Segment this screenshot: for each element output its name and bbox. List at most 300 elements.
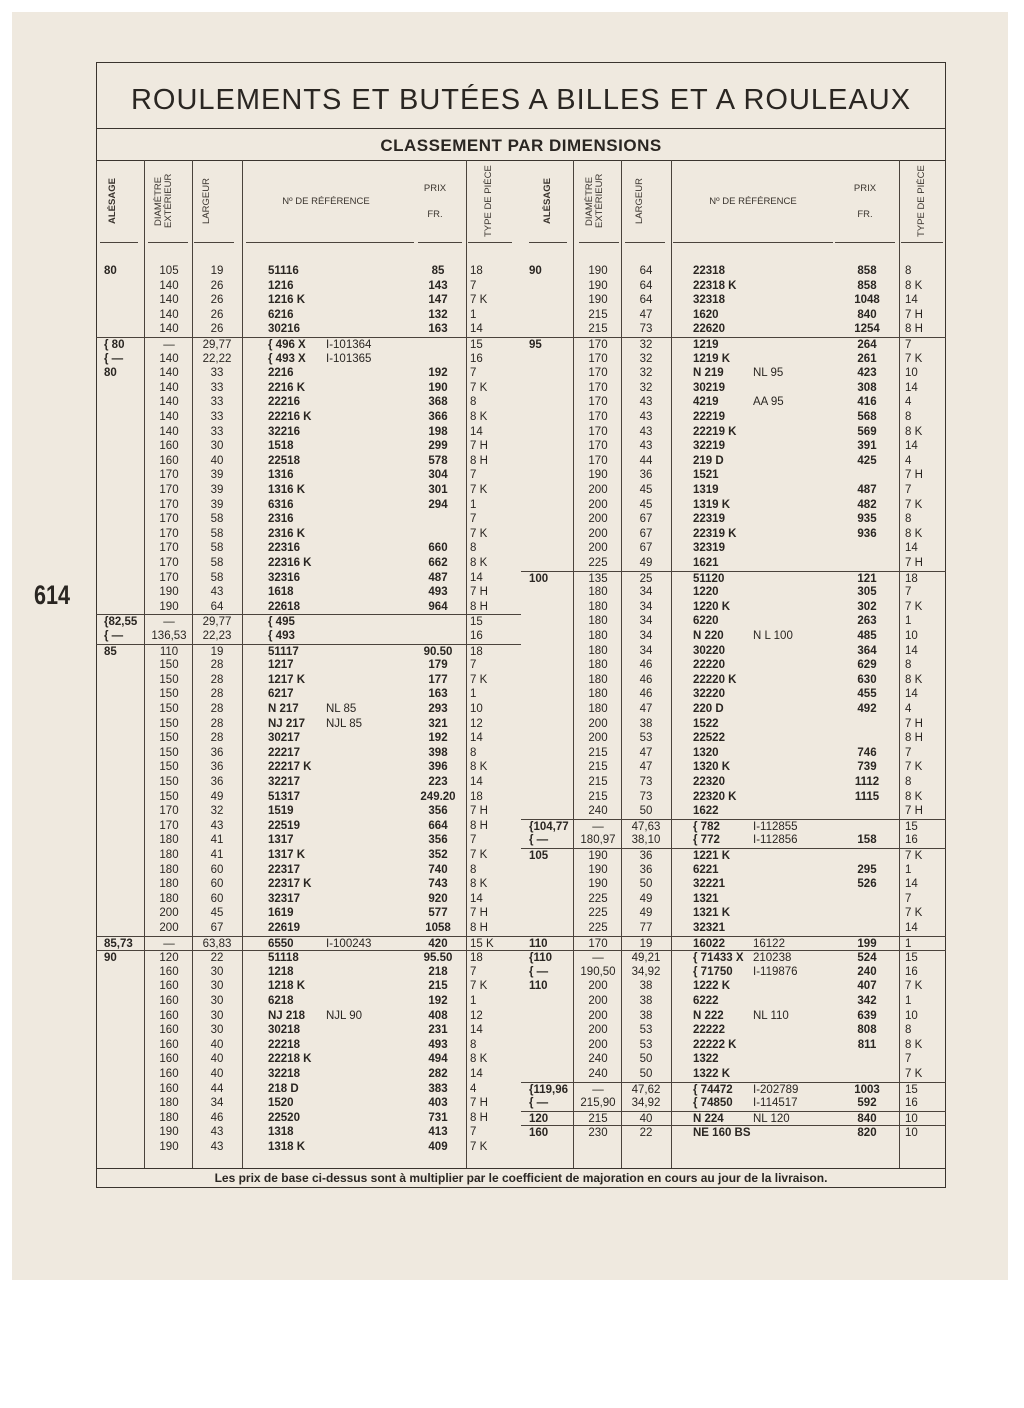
header-outer-diameter: DIAMÈTRE EXTÉRIEUR <box>153 173 174 229</box>
cell-outer-diameter: 190 <box>588 279 608 292</box>
cell-reference: 30217 <box>268 732 300 745</box>
header-underline <box>835 242 895 243</box>
cell-reference: 51117 <box>268 645 299 658</box>
cell-type: 7 <box>470 367 477 380</box>
cell-price: 192 <box>428 995 448 1007</box>
cell-reference: 1220 <box>693 586 719 599</box>
cell-width: 45 <box>639 484 653 496</box>
cell-reference: 32221 <box>693 878 725 891</box>
cell-width: 32 <box>210 805 224 818</box>
cell-reference: { 495 <box>268 616 295 629</box>
cell-type: 8 <box>905 659 912 672</box>
cell-reference: 2216 <box>268 367 294 380</box>
cell-width: 33 <box>210 396 224 409</box>
cell-reference: 51118 <box>268 952 299 965</box>
cell-width: 50 <box>639 1053 653 1066</box>
cell-type: 8 K <box>905 279 923 292</box>
table-row <box>96 629 521 644</box>
cell-price: 308 <box>857 381 877 394</box>
cell-reference: 220 D <box>693 703 724 715</box>
cell-outer-diameter: 160 <box>159 980 179 993</box>
cell-width: 28 <box>210 703 224 715</box>
cell-reference: 30220 <box>693 644 725 657</box>
cell-price: 660 <box>428 542 448 555</box>
cell-type: 7 <box>905 484 912 496</box>
cell-outer-diameter: 170 <box>159 805 179 818</box>
cell-width: 28 <box>210 659 224 672</box>
cell-reference: 22519 <box>268 819 300 832</box>
cell-reference: 1216 <box>268 279 294 292</box>
cell-bore: 110 <box>529 937 548 950</box>
header-underline <box>418 242 462 243</box>
cell-price: 383 <box>428 1082 448 1095</box>
cell-price: 840 <box>857 308 877 321</box>
cell-reference: 1219 <box>693 339 719 351</box>
cell-type: 14 <box>470 1024 483 1037</box>
cell-price: 301 <box>428 484 448 496</box>
cell-outer-diameter: 200 <box>588 1038 608 1051</box>
cell-reference: 1619 <box>268 907 294 920</box>
cell-type: 14 <box>905 381 918 394</box>
cell-reference: { 74850 <box>693 1097 733 1110</box>
cell-width: 36 <box>639 850 653 862</box>
cell-outer-diameter: 180 <box>588 586 608 599</box>
cell-price: 1048 <box>854 294 880 307</box>
cell-width: 40 <box>639 1112 653 1125</box>
table-row <box>96 819 521 834</box>
cell-outer-diameter: 215 <box>588 746 608 759</box>
cell-type: 1 <box>905 615 912 628</box>
cell-reference: 32318 <box>693 294 725 307</box>
cell-width: 36 <box>210 776 224 788</box>
cell-price: 177 <box>428 673 448 686</box>
cell-width: 29,77 <box>202 339 232 351</box>
cell-price: 218 <box>428 965 448 978</box>
cell-type: 7 K <box>905 850 923 862</box>
cell-type: 7 <box>470 659 477 672</box>
cell-outer-diameter: 200 <box>588 542 608 555</box>
cell-type: 10 <box>905 367 918 380</box>
cell-reference: 22319 <box>693 513 725 526</box>
cell-reference: 22222 <box>693 1024 725 1037</box>
cell-width: 64 <box>639 265 653 277</box>
cell-width: 19 <box>210 265 224 277</box>
cell-type: 8 <box>905 513 912 526</box>
cell-outer-diameter: 140 <box>159 352 179 365</box>
header-underline <box>246 242 414 243</box>
table-row <box>521 439 946 454</box>
cell-width: 43 <box>639 440 653 453</box>
table-row <box>96 600 521 615</box>
cell-type: 8 K <box>905 425 923 438</box>
cell-outer-diameter: 150 <box>159 703 179 715</box>
cell-reference: 22217 K <box>268 761 312 774</box>
cell-width: 41 <box>210 849 224 861</box>
table-row <box>521 454 946 469</box>
cell-price: 1115 <box>854 790 880 803</box>
cell-width: 50 <box>639 805 653 818</box>
cell-reference: 1317 <box>268 834 294 847</box>
cell-reference: 32220 <box>693 688 725 701</box>
cell-reference: N 217 <box>268 703 299 715</box>
cell-type: 8 K <box>905 790 923 803</box>
table-row <box>96 308 521 323</box>
cell-reference: 32317 <box>268 892 300 905</box>
cell-type: 7 H <box>470 1097 488 1110</box>
table-row <box>96 1023 521 1038</box>
cell-outer-diameter: 140 <box>159 323 179 336</box>
cell-reference: 1216 K <box>268 294 306 307</box>
cell-price: 494 <box>428 1053 448 1066</box>
table-row <box>521 512 946 527</box>
header-underline <box>100 242 138 243</box>
cell-width: 26 <box>210 323 224 336</box>
cell-type: 7 <box>470 1126 477 1139</box>
cell-price: 305 <box>857 586 877 599</box>
cell-type: 7 H <box>470 586 488 599</box>
cell-type: 7 <box>470 279 477 292</box>
cell-type: 1 <box>470 688 477 701</box>
cell-price: 493 <box>428 586 448 599</box>
cell-reference: 32216 <box>268 425 300 438</box>
cell-type: 18 <box>470 790 483 803</box>
cell-price: 294 <box>428 498 448 511</box>
cell-width: 32 <box>639 339 653 351</box>
header-reference: Nº DE RÉFÉRENCE <box>282 195 370 207</box>
cell-price: 1058 <box>425 922 451 934</box>
table-row <box>96 556 521 571</box>
cell-type: 8 <box>905 1024 912 1037</box>
cell-outer-diameter: 200 <box>588 513 608 526</box>
cell-width: 38 <box>639 1009 653 1022</box>
table-row <box>96 322 521 337</box>
header-underline <box>625 242 665 243</box>
cell-bore: 90 <box>104 952 117 965</box>
cell-width: 43 <box>639 396 653 409</box>
cell-reference: 1319 <box>693 484 719 496</box>
cell-width: 40 <box>210 1053 224 1066</box>
cell-width: 22 <box>210 952 224 965</box>
cell-type: 8 H <box>905 732 923 745</box>
cell-type: 14 <box>905 644 918 657</box>
cell-outer-diameter: 190 <box>588 850 608 862</box>
table-row <box>521 483 946 498</box>
cell-reference: 1217 K <box>268 673 306 686</box>
cell-reference: 32319 <box>693 542 725 555</box>
cell-bore: {110 <box>529 952 553 965</box>
cell-reference: 1320 <box>693 746 719 759</box>
cell-outer-diameter: 170 <box>159 484 179 496</box>
cell-type: 8 H <box>470 600 488 613</box>
table-row <box>521 425 946 440</box>
cell-outer-diameter: 150 <box>159 761 179 774</box>
cell-price: 304 <box>428 469 448 482</box>
cell-width: 53 <box>639 1038 653 1051</box>
cell-reference-alt: N L 100 <box>753 630 793 642</box>
cell-reference: 22317 K <box>268 878 312 891</box>
cell-type: 18 <box>470 645 483 658</box>
cell-price: 1254 <box>854 323 880 336</box>
table-row <box>521 571 946 587</box>
cell-reference: 22620 <box>693 323 725 336</box>
cell-outer-diameter: 170 <box>159 571 179 584</box>
cell-width: 43 <box>210 819 224 832</box>
cell-outer-diameter: 200 <box>159 922 179 934</box>
cell-type: 7 <box>470 513 477 526</box>
cell-outer-diameter: 200 <box>588 484 608 496</box>
cell-width: 22,23 <box>202 630 232 642</box>
cell-type: 12 <box>470 1009 483 1022</box>
table-row <box>96 279 521 294</box>
cell-outer-diameter: — <box>592 1083 604 1096</box>
cell-bore: { 80 <box>104 339 125 351</box>
table-row <box>96 483 521 498</box>
cell-width: 60 <box>210 878 224 891</box>
cell-outer-diameter: — <box>592 952 604 965</box>
cell-bore: {119,96 <box>529 1083 569 1096</box>
cell-width: 73 <box>639 790 653 803</box>
cell-outer-diameter: — <box>163 339 175 351</box>
cell-type: 8 K <box>470 761 488 774</box>
cell-price: 264 <box>857 339 877 351</box>
cell-reference: 1322 K <box>693 1068 731 1080</box>
cell-outer-diameter: 180 <box>588 659 608 672</box>
page-subtitle: CLASSEMENT PAR DIMENSIONS <box>380 136 662 155</box>
cell-outer-diameter: 180 <box>159 849 179 861</box>
cell-type: 15 <box>905 1083 918 1096</box>
cell-price: 366 <box>428 411 448 423</box>
cell-reference: { 71750 <box>693 965 733 978</box>
cell-width: 36 <box>210 746 224 759</box>
cell-width: 30 <box>210 980 224 993</box>
cell-price: 840 <box>857 1112 877 1125</box>
cell-width: 67 <box>639 527 653 540</box>
cell-width: 49,21 <box>631 952 661 965</box>
cell-price: 409 <box>428 1141 448 1153</box>
cell-reference: 1622 <box>693 805 719 818</box>
table-row <box>521 527 946 542</box>
cell-type: 8 <box>470 746 477 759</box>
cell-bore: {104,77 <box>529 820 569 833</box>
cell-outer-diameter: 170 <box>159 557 179 569</box>
table-row <box>96 804 521 819</box>
cell-type: 8 <box>905 411 912 423</box>
cell-type: 1 <box>905 937 912 950</box>
cell-reference: 2216 K <box>268 381 306 394</box>
cell-outer-diameter: 190 <box>159 586 179 599</box>
cell-reference: 22220 <box>693 659 725 672</box>
cell-type: 4 <box>905 454 912 467</box>
header-underline <box>673 242 833 243</box>
cell-type: 8 H <box>470 1111 488 1124</box>
cell-type: 7 <box>905 339 912 351</box>
table-row <box>521 614 946 629</box>
cell-price: 743 <box>428 878 448 891</box>
cell-width: 28 <box>210 688 224 701</box>
cell-width: 40 <box>210 1068 224 1080</box>
cell-bore: { — <box>104 352 124 365</box>
table-row <box>96 658 521 673</box>
cell-reference: 22320 <box>693 776 725 788</box>
table-row <box>521 979 946 994</box>
cell-type: 7 K <box>905 600 923 613</box>
header-underline <box>194 242 234 243</box>
cell-outer-diameter: 170 <box>588 425 608 438</box>
cell-price: 121 <box>857 572 877 585</box>
cell-price: 485 <box>857 630 877 642</box>
table-row <box>96 1111 521 1126</box>
table-row <box>96 979 521 994</box>
table-row <box>521 1096 946 1111</box>
table-row <box>96 863 521 878</box>
cell-type: 10 <box>905 630 918 642</box>
cell-reference-alt: I-101365 <box>326 352 372 365</box>
cell-bore: 110 <box>529 980 548 993</box>
table-row <box>96 366 521 381</box>
cell-reference: 16022 <box>693 937 725 950</box>
cell-price: 639 <box>857 1009 877 1022</box>
cell-price: 368 <box>428 396 448 409</box>
cell-reference: 22316 K <box>268 557 312 569</box>
cell-reference: { 496 X <box>268 339 306 351</box>
cell-outer-diameter: 225 <box>588 922 608 934</box>
cell-type: 1 <box>905 863 912 876</box>
cell-type: 14 <box>470 425 483 438</box>
cell-type: 15 <box>905 820 918 833</box>
cell-type: 16 <box>470 352 483 365</box>
cell-width: 43 <box>210 1141 224 1153</box>
table-row <box>96 731 521 746</box>
cell-type: 7 K <box>905 761 923 774</box>
table-row <box>521 950 946 966</box>
cell-type: 7 K <box>470 294 488 307</box>
cell-outer-diameter: 150 <box>159 659 179 672</box>
table-row <box>521 279 946 294</box>
cell-outer-diameter: 180 <box>588 600 608 613</box>
cell-outer-diameter: 200 <box>588 995 608 1007</box>
cell-type: 7 K <box>470 527 488 540</box>
cell-price: 192 <box>428 732 448 745</box>
cell-outer-diameter: 160 <box>159 1068 179 1080</box>
cell-reference-alt: NJL 90 <box>326 1009 363 1022</box>
cell-bore: { — <box>529 834 549 847</box>
cell-width: 32 <box>639 352 653 365</box>
cell-type: 8 K <box>905 1038 923 1051</box>
cell-reference-alt: AA 95 <box>753 396 784 409</box>
cell-price: 487 <box>428 571 448 584</box>
cell-outer-diameter: 180 <box>588 615 608 628</box>
table-row <box>96 1125 521 1140</box>
cell-reference: 22318 K <box>693 279 737 292</box>
cell-width: 45 <box>210 907 224 920</box>
cell-type: 7 K <box>470 980 488 993</box>
cell-outer-diameter: 215 <box>588 790 608 803</box>
header-underline <box>468 242 512 243</box>
cell-reference: 1321 K <box>693 907 731 920</box>
cell-reference: 1322 <box>693 1053 719 1066</box>
cell-outer-diameter: 215 <box>588 308 608 321</box>
title-divider <box>96 128 946 129</box>
header-price-unit: FR. <box>857 208 873 220</box>
cell-reference: 22219 K <box>693 425 737 438</box>
cell-bore: 90 <box>529 265 542 277</box>
cell-outer-diameter: 140 <box>159 279 179 292</box>
table-row <box>521 1009 946 1024</box>
cell-reference: 22220 K <box>693 673 737 686</box>
table-row <box>96 1082 521 1097</box>
cell-reference: 22518 <box>268 454 300 467</box>
table-row <box>521 760 946 775</box>
cell-width: 33 <box>210 381 224 394</box>
cell-width: 28 <box>210 732 224 745</box>
cell-reference-alt: I-112856 <box>753 834 798 847</box>
cell-outer-diameter: 110 <box>159 645 179 658</box>
cell-price: 569 <box>857 425 877 438</box>
cell-price: 482 <box>857 498 877 511</box>
cell-type: 4 <box>905 703 912 715</box>
cell-type: 18 <box>470 952 483 965</box>
table-row <box>96 541 521 556</box>
cell-price: 1112 <box>854 776 880 788</box>
cell-price: 158 <box>857 834 877 847</box>
cell-reference: 1618 <box>268 586 294 599</box>
cell-reference: { 782 <box>693 820 720 833</box>
cell-reference: 6218 <box>268 995 294 1007</box>
table-row <box>521 892 946 907</box>
cell-price: 577 <box>428 907 448 920</box>
cell-width: 29,77 <box>202 616 232 629</box>
cell-reference: 22316 <box>268 542 300 555</box>
cell-outer-diameter: 150 <box>159 732 179 745</box>
cell-bore: 80 <box>104 367 117 380</box>
cell-reference: 2316 <box>268 513 294 526</box>
cell-type: 8 K <box>905 673 923 686</box>
table-row <box>96 352 521 367</box>
cell-outer-diameter: 225 <box>588 907 608 920</box>
cell-width: 19 <box>210 645 224 658</box>
cell-outer-diameter: 180,97 <box>580 834 616 847</box>
cell-reference: 4219 <box>693 396 719 409</box>
cell-bore: { — <box>529 1097 549 1110</box>
table-row <box>96 498 521 513</box>
table-row <box>96 892 521 907</box>
cell-type: 14 <box>905 878 918 891</box>
table-row <box>521 352 946 367</box>
table-row <box>96 702 521 717</box>
cell-width: 64 <box>210 600 224 613</box>
cell-reference: 6316 <box>268 498 294 511</box>
cell-price: 403 <box>428 1097 448 1110</box>
table-row <box>96 439 521 454</box>
cell-width: 30 <box>210 1009 224 1022</box>
cell-bore: { — <box>529 965 549 978</box>
cell-type: 1 <box>905 995 912 1007</box>
header-reference: Nº DE RÉFÉRENCE <box>709 195 797 207</box>
cell-price: 147 <box>428 294 448 307</box>
cell-outer-diameter: 190,50 <box>580 965 616 978</box>
cell-reference-alt: I-114517 <box>753 1097 798 1110</box>
cell-width: 30 <box>210 965 224 978</box>
cell-outer-diameter: 190 <box>588 469 608 482</box>
cell-reference: 1222 K <box>693 980 731 993</box>
table-row <box>521 308 946 323</box>
table-row <box>521 936 946 952</box>
cell-outer-diameter: 170 <box>159 527 179 540</box>
cell-outer-diameter: 170 <box>588 367 608 380</box>
cell-outer-diameter: 170 <box>159 498 179 511</box>
cell-type: 10 <box>905 1112 918 1125</box>
cell-price: 352 <box>428 849 448 861</box>
